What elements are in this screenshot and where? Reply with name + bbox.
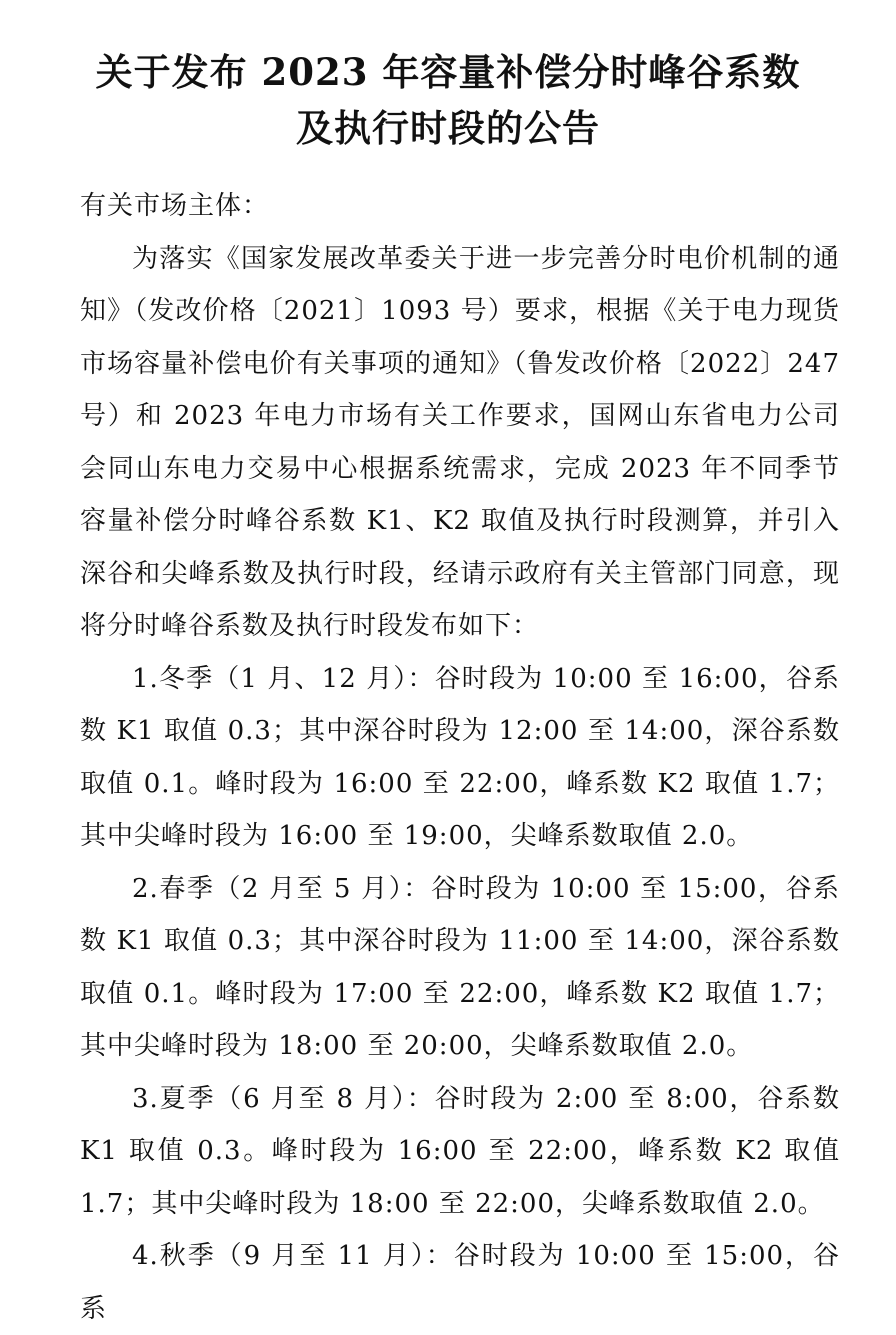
winter-paragraph: 1.冬季（1 月、12 月）：谷时段为 10:00 至 16:00，谷系数 K1 取值 0.3；其中深谷时段为 12:00 至 14:00，深谷系数取值 0.1。峰时段为 16:00 至 22:00，峰系数 K2 取值 1.7；其中尖峰时段为 16:00 至 19:00，尖峰系数取值 2.0。 <box>80 663 840 851</box>
autumn-paragraph: 4.秋季（9 月至 11 月）：谷时段为 10:00 至 15:00，谷系 <box>80 1241 840 1324</box>
salutation: 有关市场主体： <box>80 191 270 221</box>
intro-paragraph: 为落实《国家发展改革委关于进一步完善分时电价机制的通知》（发改价格〔2021〕1093 号）要求，根据《关于电力现货市场容量补偿电价有关事项的通知》（鲁发改价格〔2022〕247 号）和 2023 年电力市场有关工作要求，国网山东省电力公司会同山东电力交易中心根据系统需求，完成 2023 年不同季节容量补偿分时峰谷系数 K1、K2 取值及执行时段测算，并引入深谷和尖峰系数及执行时段，经请示政府有关主管部门同意，现将分时峰谷系数及执行时段发布如下： <box>80 243 840 641</box>
document-body <box>80 180 840 1335</box>
title-line-2: 及执行时段的公告 <box>296 106 600 150</box>
title-line-1: 关于发布 2023 年容量补偿分时峰谷系数 <box>95 50 801 94</box>
document-title <box>0 44 896 156</box>
spring-paragraph: 2.春季（2 月至 5 月）：谷时段为 10:00 至 15:00，谷系数 K1 取值 0.3；其中深谷时段为 11:00 至 14:00，深谷系数取值 0.1。峰时段为 17:00 至 22:00，峰系数 K2 取值 1.7；其中尖峰时段为 18:00 至 20:00，尖峰系数取值 2.0。 <box>80 873 840 1061</box>
summer-paragraph: 3.夏季（6 月至 8 月）：谷时段为 2:00 至 8:00，谷系数 K1 取值 0.3。峰时段为 16:00 至 22:00，峰系数 K2 取值 1.7；其中尖峰时段为 18:00 至 22:00，尖峰系数取值 2.0。 <box>80 1083 840 1219</box>
